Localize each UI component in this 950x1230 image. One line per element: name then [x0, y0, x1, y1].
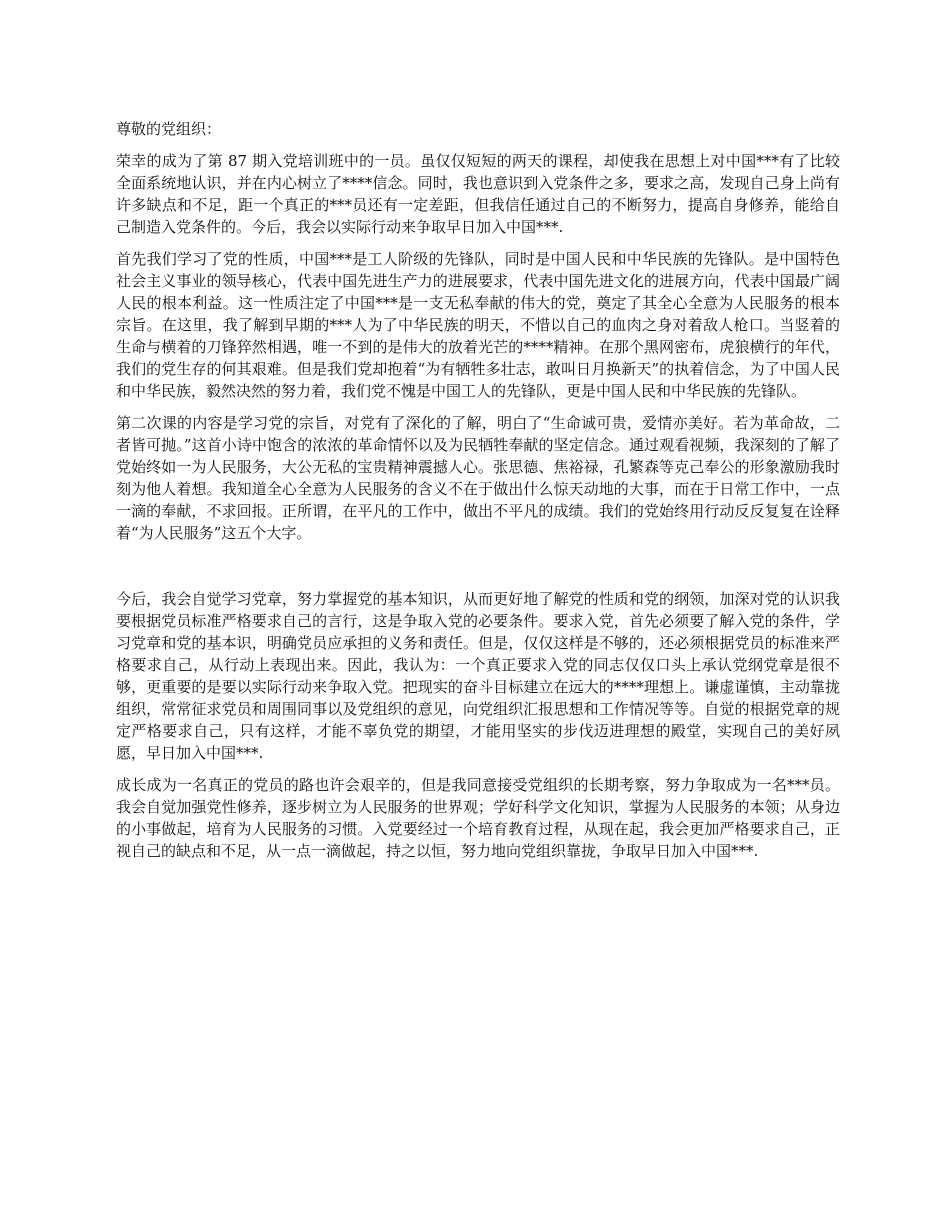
- paragraph-spacer: [116, 554, 840, 588]
- paragraph-closing: 成长成为一名真正的党员的路也许会艰辛的，但是我同意接受党组织的长期考察，努力争取成为一名***员。我会自觉加强党性修养，逐步树立为人民服务的世界观；学好科学文化知识，掌握为人民服务的本领；从身边的小事做起，培育为人民服务的习惯。入党要经过一个培育教育过程，从现在起，我会更加严格要求自己，正视自己的缺点和不足，从一点一滴做起，持之以恒，努力地向党组织靠拢，争取早日加入中国***.: [116, 776, 840, 860]
- paragraph-future-plans: 今后，我会自觉学习党章，努力掌握党的基本知识，从而更好地了解党的性质和党的纲领，加深对党的认识我要根据党员标准严格要求自己的言行，这是争取入党的必要条件。要求入党，首先必须要了解入党的条件，学习党章和党的基本识，明确党员应承担的义务和责任。但是，仅仅这样是不够的，还必须根据党员的标准来严格要求自己，从行动上表现出来。因此，我认为：一个真正要求入党的同志仅仅口头上承认党纲党章是很不够，更重要的是要以实际行动来争取入党。把现实的奋斗目标建立在远大的****理想上。谦虚谨慎，主动靠拢组织，常常征求党员和周围同事以及党组织的意见，向党组织汇报思想和工作情况等等。自觉的根据党章的规定严格要求自己，只有这样，才能不辜负党的期望，才能用坚实的步伐迈进理想的殿堂，实现自己的美好夙愿，早日加入中国***.: [116, 590, 840, 762]
- document-page: [116, 118, 840, 872]
- paragraph-intro: 荣幸的成为了第 87 期入党培训班中的一员。虽仅仅短短的两天的课程，却使我在思想上对中国***有了比较全面系统地认识，并在内心树立了****信念。同时，我也意识到入党条件之多，要求之高，发现自己身上尚有许多缺点和不足，距一个真正的***员还有一定差距，但我信任通过自己的不断努力，提高自身修养，能给自己制造入党条件的。今后，我会以实际行动来争取早日加入中国***.: [116, 152, 840, 236]
- salutation: 尊敬的党组织：: [116, 120, 222, 138]
- paragraph-party-nature: 首先我们学习了党的性质，中国***是工人阶级的先锋队，同时是中国人民和中华民族的先锋队。是中国特色社会主义事业的领导核心，代表中国先进生产力的进展要求，代表中国先进文化的进展方向，代表中国最广阔人民的根本利益。这一性质注定了中国***是一支无私奉献的伟大的党，奠定了其全心全意为人民服务的根本宗旨。在这里，我了解到早期的***人为了中华民族的明天，不惜以自己的血肉之身对着敌人枪口。当竖着的生命与横着的刀锋猝然相遇，唯一不到的是伟大的放着光芒的****精神。在那个黑网密布，虎狼横行的年代，我们的党生存的何其艰难。但是我们党却抱着“为有牺牲多壮志，敢叫日月换新天”的执着信念，为了中国人民和中华民族，毅然决然的努力着，我们党不愧是中国工人的先锋队，更是中国人民和中华民族的先锋队。: [116, 250, 840, 400]
- paragraph-party-purpose: 第二次课的内容是学习党的宗旨，对党有了深化的了解，明白了“生命诚可贵，爱情亦美好。若为革命故，二者皆可抛。”这首小诗中饱含的浓浓的革命情怀以及为民牺牲奉献的坚定信念。通过观看视频，我深刻的了解了党始终如一为人民服务，大公无私的宝贵精神震撼人心。张思德、焦裕禄，孔繁森等克己奉公的形象激励我时刻为他人着想。我知道全心全意为人民服务的含义不在于做出什么惊天动地的大事，而在于日常工作中，一点一滴的奉献，不求回报。正所谓，在平凡的工作中，做出不平凡的成绩。我们的党始终用行动反反复复在诠释着“为人民服务”这五个大字。: [116, 414, 840, 542]
